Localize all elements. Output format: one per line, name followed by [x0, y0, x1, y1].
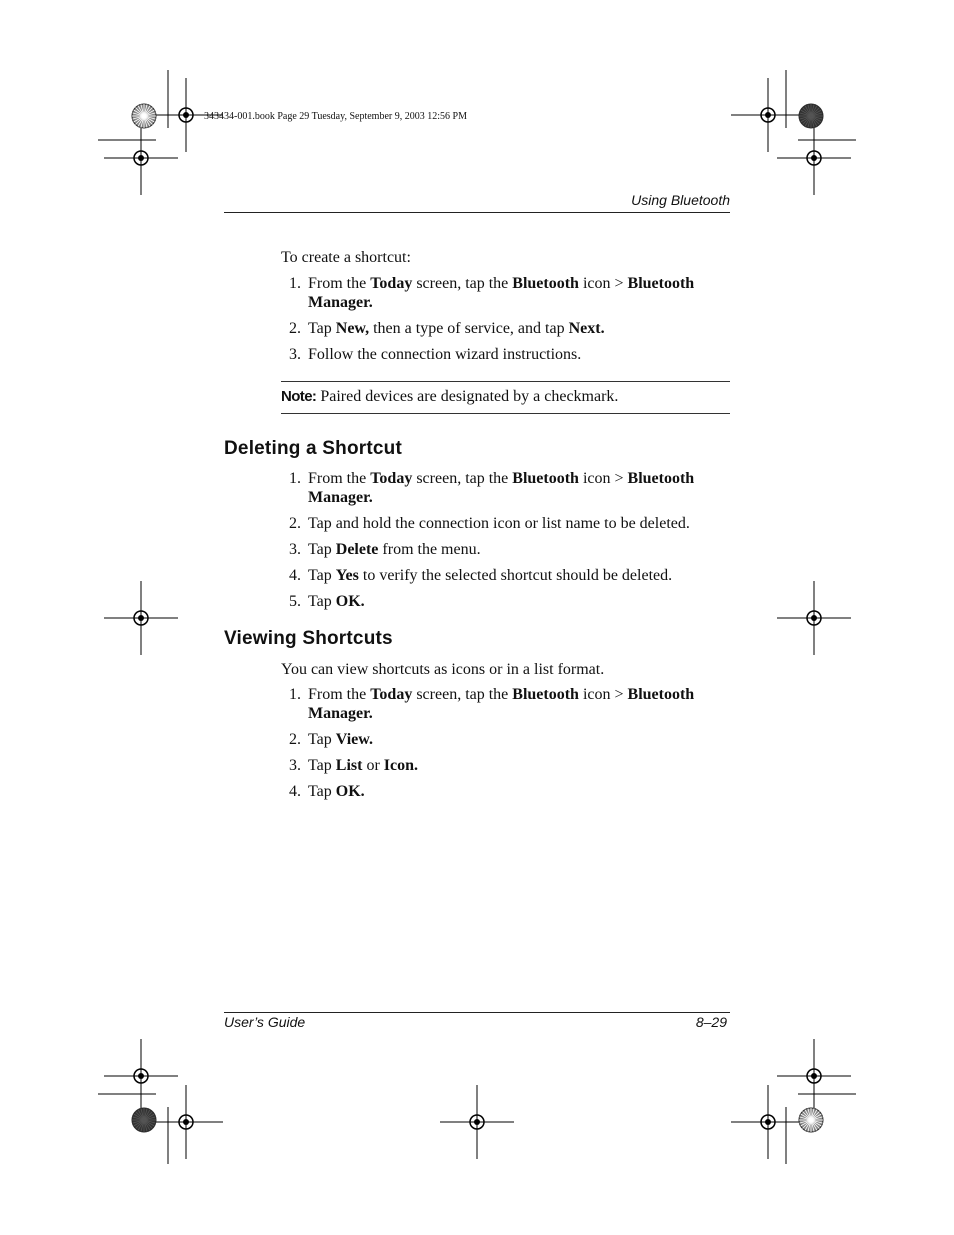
step-text-run: Tap	[308, 320, 336, 337]
step-text-run: screen, tap the	[412, 275, 513, 292]
viewing-intro: You can view shortcuts as icons or in a list format.	[281, 661, 605, 678]
note-rule-bottom	[281, 413, 730, 414]
list-item	[289, 320, 730, 339]
list-item	[289, 783, 730, 802]
list-item	[289, 757, 730, 776]
step-text	[308, 470, 730, 507]
step-text-run: Follow the connection wizard instructions.	[308, 346, 582, 363]
step-text-run: icon >	[578, 275, 628, 292]
registration-mark	[811, 1073, 817, 1079]
bold-term: OK.	[335, 783, 365, 800]
step-text-run: from the menu.	[378, 541, 481, 558]
file-info: 343434-001.book Page 29 Tuesday, September 9, 2003 12:56 PM	[204, 111, 467, 122]
bold-term: Today	[370, 470, 413, 487]
bold-term: OK.	[335, 593, 365, 610]
list-item	[289, 731, 730, 750]
step-text-run: Tap	[308, 567, 336, 584]
bold-term: Bluetooth	[512, 470, 579, 487]
step-number: 2.	[289, 320, 301, 337]
step-number: 4.	[289, 783, 301, 800]
bold-term: Bluetooth Manager.	[308, 470, 695, 506]
step-text	[308, 320, 730, 339]
step-text-run: Tap and hold the connection icon or list name to be deleted.	[308, 515, 690, 532]
registration-mark	[138, 155, 144, 161]
bold-term: Delete	[335, 541, 379, 558]
note-label: Note:	[281, 388, 317, 405]
header-rule	[224, 212, 730, 213]
step-text	[308, 515, 730, 534]
list-item	[289, 346, 730, 365]
note-text: Paired devices are designated by a checkmark.	[316, 388, 619, 405]
step-number: 2.	[289, 731, 301, 748]
step-number: 3.	[289, 757, 301, 774]
heading-viewing: Viewing Shortcuts	[224, 628, 393, 649]
step-text-run: Tap	[308, 731, 336, 748]
step-text	[308, 541, 730, 560]
step-text	[308, 757, 730, 776]
footer-rule	[224, 1012, 730, 1013]
step-text-run: icon >	[578, 470, 628, 487]
bold-term: Bluetooth	[512, 686, 579, 703]
running-head: Using Bluetooth	[631, 192, 730, 208]
note-rule-top	[281, 381, 730, 382]
step-text-run: icon >	[578, 686, 628, 703]
step-number: 3.	[289, 346, 301, 363]
step-text-run: screen, tap the	[412, 470, 513, 487]
list-item	[289, 470, 730, 507]
step-text-run: From the	[308, 686, 371, 703]
list-item	[289, 541, 730, 560]
heading-deleting: Deleting a Shortcut	[224, 438, 402, 459]
step-text-run: to verify the selected shortcut should be deleted.	[358, 567, 673, 584]
registration-mark	[183, 112, 189, 118]
step-text	[308, 346, 730, 365]
step-text-run: then a type of service, and tap	[369, 320, 569, 337]
bold-term: View.	[335, 731, 373, 748]
step-text-run: Tap	[308, 783, 336, 800]
bold-term: Bluetooth Manager.	[308, 686, 695, 722]
step-number: 1.	[289, 686, 301, 703]
step-text	[308, 731, 730, 750]
registration-mark	[765, 1119, 771, 1125]
step-number: 1.	[289, 470, 301, 487]
step-text-run: screen, tap the	[412, 686, 513, 703]
step-text	[308, 593, 730, 612]
step-number: 4.	[289, 567, 301, 584]
registration-mark	[811, 155, 817, 161]
list-item	[289, 275, 730, 312]
registration-mark	[138, 1073, 144, 1079]
step-text	[308, 783, 730, 802]
bold-term: Today	[370, 686, 413, 703]
footer-left: User’s Guide	[224, 1014, 306, 1030]
step-text-run: Tap	[308, 593, 336, 610]
bold-term: Bluetooth Manager.	[308, 275, 695, 311]
registration-mark	[183, 1119, 189, 1125]
bold-term: New,	[335, 320, 370, 337]
step-number: 3.	[289, 541, 301, 558]
bold-term: Bluetooth	[512, 275, 579, 292]
bold-term: Icon.	[383, 757, 418, 774]
step-text-run: From the	[308, 275, 371, 292]
step-text-run: Tap	[308, 757, 336, 774]
step-text	[308, 686, 730, 723]
bold-term: Today	[370, 275, 413, 292]
list-item	[289, 686, 730, 723]
bold-term: Yes	[335, 567, 359, 584]
footer-right: 8–29	[695, 1014, 727, 1030]
list-item	[289, 593, 730, 612]
intro-text: To create a shortcut:	[281, 249, 411, 266]
bold-term: List	[335, 757, 363, 774]
step-number: 5.	[289, 593, 301, 610]
bold-term: Next.	[568, 320, 605, 337]
step-text	[308, 567, 730, 586]
step-number: 1.	[289, 275, 301, 292]
note	[281, 387, 618, 406]
step-text-run: From the	[308, 470, 371, 487]
step-number: 2.	[289, 515, 301, 532]
list-item	[289, 515, 730, 534]
registration-mark	[474, 1119, 480, 1125]
step-text-run: or	[362, 757, 384, 774]
registration-mark	[138, 615, 144, 621]
registration-mark	[811, 615, 817, 621]
registration-mark	[765, 112, 771, 118]
list-item	[289, 567, 730, 586]
step-text-run: Tap	[308, 541, 336, 558]
step-text	[308, 275, 730, 312]
